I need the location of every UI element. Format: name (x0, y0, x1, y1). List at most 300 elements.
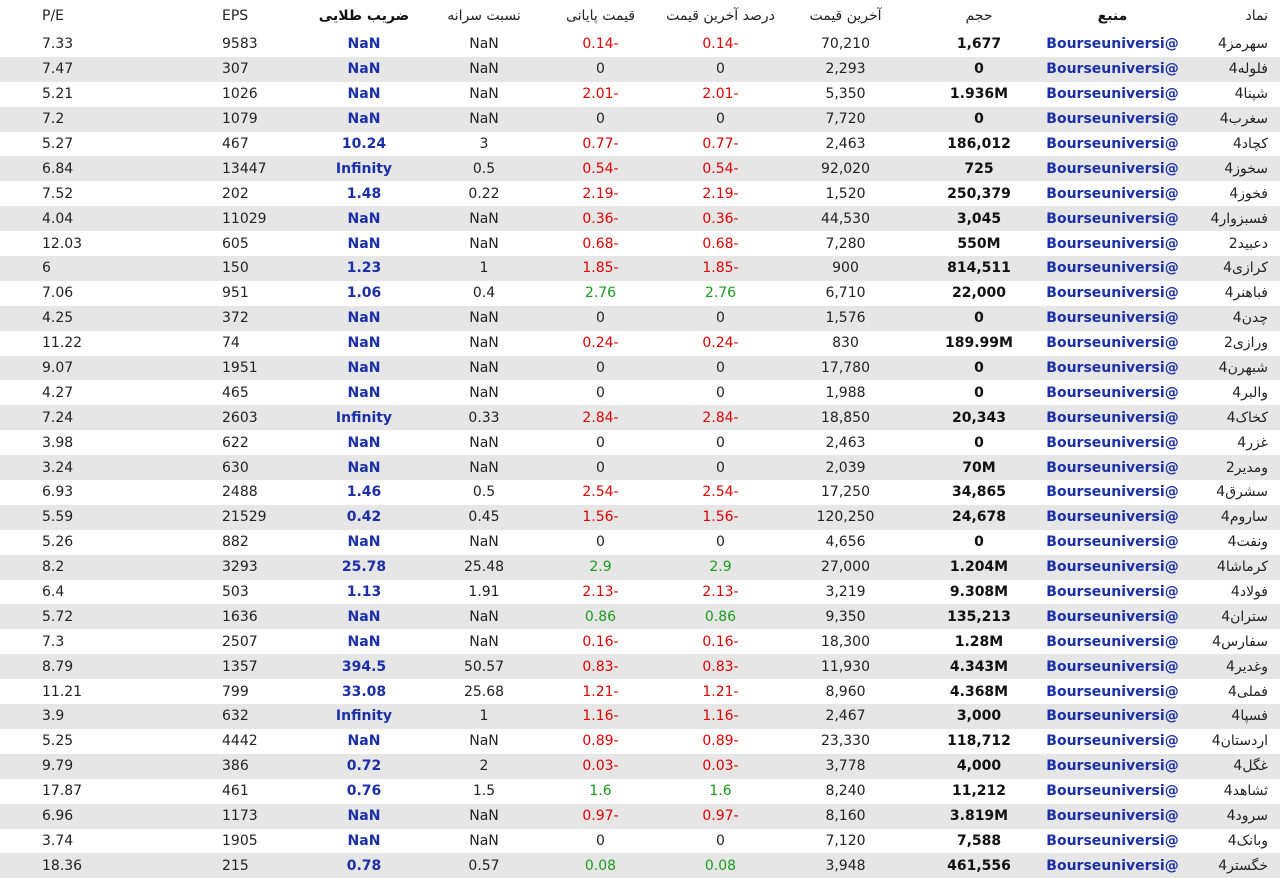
cell-last-pct: 0 (663, 356, 778, 381)
cell-gold-coef: NaN (298, 231, 430, 256)
cell-last-price: 2,467 (778, 704, 913, 729)
cell-source-link[interactable]: @Bourseuniversi (1045, 380, 1180, 405)
table-row[interactable] (0, 729, 1280, 754)
cell-symbol: کرازی4 (1180, 256, 1280, 281)
cell-source-link[interactable]: @Bourseuniversi (1045, 754, 1180, 779)
cell-pe: 9.79 (0, 754, 180, 779)
cell-source-link[interactable]: @Bourseuniversi (1045, 505, 1180, 530)
cell-symbol: فخوز4 (1180, 181, 1280, 206)
cell-symbol: ثشاهد4 (1180, 779, 1280, 804)
cell-eps: 202 (180, 181, 298, 206)
cell-source-link[interactable]: @Bourseuniversi (1045, 480, 1180, 505)
cell-per-capita: NaN (430, 107, 538, 132)
cell-symbol: سهرمز4 (1180, 32, 1280, 57)
cell-last-price: 1,576 (778, 306, 913, 331)
cell-close-price: -1.16 (538, 704, 663, 729)
cell-symbol: چدن4 (1180, 306, 1280, 331)
cell-volume: 3,000 (913, 704, 1045, 729)
cell-last-price: 900 (778, 256, 913, 281)
cell-source-link[interactable]: @Bourseuniversi (1045, 455, 1180, 480)
cell-volume: 135,213 (913, 604, 1045, 629)
cell-symbol: شبهرن4 (1180, 356, 1280, 381)
cell-last-pct: -0.77 (663, 132, 778, 157)
cell-per-capita: 0.22 (430, 181, 538, 206)
cell-last-price: 3,778 (778, 754, 913, 779)
table-row[interactable] (0, 455, 1280, 480)
cell-eps: 799 (180, 679, 298, 704)
header-symbol[interactable]: نماد (1245, 8, 1268, 24)
cell-last-pct: -2.54 (663, 480, 778, 505)
cell-close-price: 0 (538, 430, 663, 455)
cell-last-price: 2,039 (778, 455, 913, 480)
cell-close-price: -1.56 (538, 505, 663, 530)
table-row[interactable] (0, 206, 1280, 231)
cell-last-pct: -1.85 (663, 256, 778, 281)
cell-pe: 7.3 (0, 629, 180, 654)
table-row[interactable] (0, 505, 1280, 530)
cell-gold-coef: NaN (298, 331, 430, 356)
cell-last-pct: 0 (663, 380, 778, 405)
cell-gold-coef: NaN (298, 804, 430, 829)
table-row[interactable] (0, 132, 1280, 157)
cell-pe: 5.25 (0, 729, 180, 754)
cell-last-price: 17,780 (778, 356, 913, 381)
cell-source-link[interactable]: @Bourseuniversi (1045, 356, 1180, 381)
cell-gold-coef: NaN (298, 629, 430, 654)
cell-gold-coef: NaN (298, 530, 430, 555)
cell-per-capita: 1.5 (430, 779, 538, 804)
cell-close-price: 0 (538, 306, 663, 331)
cell-eps: 3293 (180, 555, 298, 580)
cell-symbol: فباهنر4 (1180, 281, 1280, 306)
cell-close-price: -0.24 (538, 331, 663, 356)
cell-source-link[interactable]: @Bourseuniversi (1045, 331, 1180, 356)
cell-eps: 1636 (180, 604, 298, 629)
cell-volume: 4,000 (913, 754, 1045, 779)
cell-symbol: فسبزوار4 (1180, 206, 1280, 231)
cell-last-pct: -0.97 (663, 804, 778, 829)
cell-last-price: 9,350 (778, 604, 913, 629)
cell-gold-coef: 0.72 (298, 754, 430, 779)
cell-close-price: 0.08 (538, 853, 663, 878)
cell-source-link[interactable]: @Bourseuniversi (1045, 530, 1180, 555)
header-gold-coef[interactable]: ضریب طلایی (318, 8, 410, 24)
cell-pe: 5.59 (0, 505, 180, 530)
cell-close-price: -0.54 (538, 156, 663, 181)
cell-source-link[interactable]: @Bourseuniversi (1045, 156, 1180, 181)
cell-source-link[interactable]: @Bourseuniversi (1045, 206, 1180, 231)
cell-last-price: 3,948 (778, 853, 913, 878)
cell-source-link[interactable]: @Bourseuniversi (1045, 132, 1180, 157)
cell-last-price: 23,330 (778, 729, 913, 754)
cell-gold-coef: 0.78 (298, 853, 430, 878)
cell-last-price: 7,120 (778, 829, 913, 854)
header-last-price[interactable]: آخرین قیمت (809, 8, 882, 24)
cell-source-link[interactable]: @Bourseuniversi (1045, 829, 1180, 854)
cell-volume: 11,212 (913, 779, 1045, 804)
table-row[interactable] (0, 480, 1280, 505)
cell-last-pct: 0 (663, 57, 778, 82)
cell-pe: 6.93 (0, 480, 180, 505)
cell-close-price: -0.89 (538, 729, 663, 754)
table-row[interactable] (0, 754, 1280, 779)
table-row[interactable] (0, 679, 1280, 704)
cell-source-link[interactable]: @Bourseuniversi (1045, 555, 1180, 580)
cell-per-capita: NaN (430, 629, 538, 654)
table-row[interactable] (0, 829, 1280, 854)
cell-last-pct: 2.76 (663, 281, 778, 306)
cell-source-link[interactable]: @Bourseuniversi (1045, 654, 1180, 679)
cell-per-capita: NaN (430, 455, 538, 480)
cell-last-pct: -2.13 (663, 580, 778, 605)
table-row[interactable] (0, 256, 1280, 281)
cell-gold-coef: 10.24 (298, 132, 430, 157)
cell-per-capita: 0.45 (430, 505, 538, 530)
cell-volume: 0 (913, 356, 1045, 381)
cell-source-link[interactable]: @Bourseuniversi (1045, 57, 1180, 82)
cell-volume: 34,865 (913, 480, 1045, 505)
cell-eps: 11029 (180, 206, 298, 231)
cell-last-pct: -0.14 (663, 32, 778, 57)
cell-close-price: 0 (538, 57, 663, 82)
table-row[interactable] (0, 704, 1280, 729)
cell-eps: 1905 (180, 829, 298, 854)
table-row[interactable] (0, 804, 1280, 829)
cell-eps: 622 (180, 430, 298, 455)
cell-last-pct: -0.68 (663, 231, 778, 256)
table-row[interactable] (0, 430, 1280, 455)
cell-per-capita: 50.57 (430, 654, 538, 679)
cell-symbol: شپنا4 (1180, 82, 1280, 107)
cell-eps: 21529 (180, 505, 298, 530)
cell-gold-coef: Infinity (298, 704, 430, 729)
cell-last-pct: -0.83 (663, 654, 778, 679)
cell-last-price: 44,530 (778, 206, 913, 231)
cell-volume: 1.28M (913, 629, 1045, 654)
cell-pe: 6 (0, 256, 180, 281)
cell-close-price: 2.76 (538, 281, 663, 306)
cell-source-link[interactable]: @Bourseuniversi (1045, 704, 1180, 729)
cell-source-link[interactable]: @Bourseuniversi (1045, 604, 1180, 629)
cell-per-capita: 1 (430, 704, 538, 729)
cell-last-pct: -1.21 (663, 679, 778, 704)
cell-last-price: 7,280 (778, 231, 913, 256)
cell-gold-coef: NaN (298, 430, 430, 455)
cell-symbol: فلوله4 (1180, 57, 1280, 82)
cell-source-link[interactable]: @Bourseuniversi (1045, 281, 1180, 306)
cell-symbol: خگستر4 (1180, 853, 1280, 878)
header-close-price[interactable]: قیمت پایانی (565, 8, 636, 24)
cell-close-price: 0.86 (538, 604, 663, 629)
cell-close-price: 2.9 (538, 555, 663, 580)
cell-volume: 0 (913, 57, 1045, 82)
cell-source-link[interactable]: @Bourseuniversi (1045, 405, 1180, 430)
cell-symbol: سخوز4 (1180, 156, 1280, 181)
cell-gold-coef: 0.76 (298, 779, 430, 804)
cell-per-capita: NaN (430, 57, 538, 82)
cell-eps: 13447 (180, 156, 298, 181)
table-row[interactable] (0, 306, 1280, 331)
cell-last-price: 17,250 (778, 480, 913, 505)
table-row[interactable] (0, 181, 1280, 206)
cell-pe: 6.96 (0, 804, 180, 829)
table-row[interactable] (0, 82, 1280, 107)
cell-pe: 8.2 (0, 555, 180, 580)
cell-eps: 372 (180, 306, 298, 331)
table-row[interactable] (0, 156, 1280, 181)
cell-close-price: -1.21 (538, 679, 663, 704)
cell-pe: 11.21 (0, 679, 180, 704)
cell-gold-coef: NaN (298, 206, 430, 231)
table-row[interactable] (0, 331, 1280, 356)
cell-close-price: -0.77 (538, 132, 663, 157)
cell-symbol: دعبید2 (1180, 231, 1280, 256)
cell-symbol: ورازی2 (1180, 331, 1280, 356)
cell-pe: 4.25 (0, 306, 180, 331)
cell-symbol: اردستان4 (1180, 729, 1280, 754)
cell-close-price: -0.14 (538, 32, 663, 57)
table-row[interactable] (0, 380, 1280, 405)
cell-per-capita: NaN (430, 32, 538, 57)
table-row[interactable] (0, 654, 1280, 679)
cell-per-capita: NaN (430, 430, 538, 455)
cell-gold-coef: NaN (298, 32, 430, 57)
cell-volume: 4.368M (913, 679, 1045, 704)
cell-close-price: 0 (538, 455, 663, 480)
cell-pe: 3.9 (0, 704, 180, 729)
cell-eps: 630 (180, 455, 298, 480)
cell-symbol: سفارس4 (1180, 629, 1280, 654)
cell-eps: 1951 (180, 356, 298, 381)
cell-symbol: ومدیر2 (1180, 455, 1280, 480)
cell-last-price: 8,240 (778, 779, 913, 804)
cell-eps: 307 (180, 57, 298, 82)
header-pe[interactable]: P/E (42, 8, 65, 24)
cell-eps: 951 (180, 281, 298, 306)
cell-gold-coef: NaN (298, 57, 430, 82)
cell-eps: 503 (180, 580, 298, 605)
cell-gold-coef: 1.13 (298, 580, 430, 605)
cell-symbol: وغدیر4 (1180, 654, 1280, 679)
cell-gold-coef: NaN (298, 356, 430, 381)
cell-eps: 9583 (180, 32, 298, 57)
table-row[interactable] (0, 604, 1280, 629)
cell-source-link[interactable]: @Bourseuniversi (1045, 779, 1180, 804)
cell-volume: 250,379 (913, 181, 1045, 206)
table-row[interactable] (0, 555, 1280, 580)
cell-volume: 7,588 (913, 829, 1045, 854)
cell-gold-coef: 1.48 (298, 181, 430, 206)
cell-symbol: فملی4 (1180, 679, 1280, 704)
cell-gold-coef: NaN (298, 604, 430, 629)
cell-close-price: 0 (538, 380, 663, 405)
cell-symbol: سغرب4 (1180, 107, 1280, 132)
cell-last-pct: -0.03 (663, 754, 778, 779)
cell-last-pct: -1.16 (663, 704, 778, 729)
cell-close-price: -0.68 (538, 231, 663, 256)
cell-eps: 2507 (180, 629, 298, 654)
cell-source-link[interactable]: @Bourseuniversi (1045, 629, 1180, 654)
cell-close-price: -0.16 (538, 629, 663, 654)
cell-close-price: 0 (538, 530, 663, 555)
header-per-capita[interactable]: نسبت سرانه (447, 8, 521, 24)
table-row[interactable] (0, 107, 1280, 132)
cell-eps: 4442 (180, 729, 298, 754)
cell-symbol: وبانک4 (1180, 829, 1280, 854)
cell-gold-coef: 25.78 (298, 555, 430, 580)
cell-last-pct: 0 (663, 829, 778, 854)
cell-source-link[interactable]: @Bourseuniversi (1045, 580, 1180, 605)
cell-per-capita: 0.5 (430, 156, 538, 181)
header-source[interactable]: منبع (1097, 8, 1128, 24)
cell-volume: 0 (913, 306, 1045, 331)
cell-eps: 882 (180, 530, 298, 555)
cell-eps: 2603 (180, 405, 298, 430)
cell-source-link[interactable]: @Bourseuniversi (1045, 729, 1180, 754)
cell-pe: 11.22 (0, 331, 180, 356)
cell-pe: 17.87 (0, 779, 180, 804)
cell-gold-coef: NaN (298, 306, 430, 331)
cell-symbol: کخاک4 (1180, 405, 1280, 430)
cell-source-link[interactable]: @Bourseuniversi (1045, 679, 1180, 704)
cell-per-capita: NaN (430, 82, 538, 107)
table-row[interactable] (0, 629, 1280, 654)
header-last-pct[interactable]: درصد آخرین قیمت (666, 8, 775, 24)
cell-last-pct: -2.01 (663, 82, 778, 107)
cell-gold-coef: 33.08 (298, 679, 430, 704)
cell-pe: 5.27 (0, 132, 180, 157)
table-row[interactable] (0, 32, 1280, 57)
cell-last-pct: -1.56 (663, 505, 778, 530)
cell-pe: 7.33 (0, 32, 180, 57)
cell-source-link[interactable]: @Bourseuniversi (1045, 853, 1180, 878)
table-row[interactable] (0, 231, 1280, 256)
cell-source-link[interactable]: @Bourseuniversi (1045, 231, 1180, 256)
cell-eps: 465 (180, 380, 298, 405)
cell-pe: 3.74 (0, 829, 180, 854)
cell-source-link[interactable]: @Bourseuniversi (1045, 107, 1180, 132)
cell-last-price: 18,300 (778, 629, 913, 654)
cell-pe: 4.27 (0, 380, 180, 405)
cell-close-price: -0.03 (538, 754, 663, 779)
cell-gold-coef: NaN (298, 380, 430, 405)
cell-per-capita: NaN (430, 804, 538, 829)
cell-per-capita: 2 (430, 754, 538, 779)
table-row[interactable] (0, 356, 1280, 381)
table-row[interactable] (0, 57, 1280, 82)
cell-volume: 9.308M (913, 580, 1045, 605)
table-row[interactable] (0, 530, 1280, 555)
header-volume[interactable]: حجم (965, 8, 993, 24)
cell-symbol: کرماشا4 (1180, 555, 1280, 580)
cell-volume: 24,678 (913, 505, 1045, 530)
table-row[interactable] (0, 405, 1280, 430)
cell-close-price: -2.84 (538, 405, 663, 430)
cell-last-price: 7,720 (778, 107, 913, 132)
cell-close-price: -0.97 (538, 804, 663, 829)
header-eps[interactable]: EPS (222, 8, 249, 24)
cell-eps: 2488 (180, 480, 298, 505)
cell-per-capita: 1.91 (430, 580, 538, 605)
table-row[interactable] (0, 281, 1280, 306)
cell-symbol: غگل4 (1180, 754, 1280, 779)
cell-per-capita: NaN (430, 206, 538, 231)
cell-per-capita: 0.57 (430, 853, 538, 878)
cell-close-price: 0 (538, 107, 663, 132)
cell-per-capita: 25.68 (430, 679, 538, 704)
cell-source-link[interactable]: @Bourseuniversi (1045, 306, 1180, 331)
cell-symbol: سرود4 (1180, 804, 1280, 829)
cell-close-price: -2.54 (538, 480, 663, 505)
table-row[interactable] (0, 779, 1280, 804)
cell-volume: 725 (913, 156, 1045, 181)
cell-last-price: 3,219 (778, 580, 913, 605)
cell-last-pct: 0 (663, 107, 778, 132)
cell-pe: 7.2 (0, 107, 180, 132)
cell-symbol: غزر4 (1180, 430, 1280, 455)
cell-pe: 18.36 (0, 853, 180, 878)
cell-eps: 461 (180, 779, 298, 804)
cell-source-link[interactable]: @Bourseuniversi (1045, 32, 1180, 57)
cell-volume: 4.343M (913, 654, 1045, 679)
cell-source-link[interactable]: @Bourseuniversi (1045, 181, 1180, 206)
cell-volume: 189.99M (913, 331, 1045, 356)
cell-pe: 7.06 (0, 281, 180, 306)
cell-source-link[interactable]: @Bourseuniversi (1045, 804, 1180, 829)
cell-per-capita: NaN (430, 380, 538, 405)
cell-pe: 9.07 (0, 356, 180, 381)
cell-last-pct: 0.86 (663, 604, 778, 629)
cell-last-price: 5,350 (778, 82, 913, 107)
cell-last-price: 92,020 (778, 156, 913, 181)
cell-gold-coef: 394.5 (298, 654, 430, 679)
cell-volume: 1,677 (913, 32, 1045, 57)
cell-eps: 1026 (180, 82, 298, 107)
cell-source-link[interactable]: @Bourseuniversi (1045, 256, 1180, 281)
cell-last-price: 18,850 (778, 405, 913, 430)
cell-last-pct: -2.84 (663, 405, 778, 430)
cell-pe: 6.4 (0, 580, 180, 605)
cell-per-capita: NaN (430, 306, 538, 331)
cell-last-pct: -0.16 (663, 629, 778, 654)
cell-volume: 186,012 (913, 132, 1045, 157)
cell-last-pct: -0.36 (663, 206, 778, 231)
cell-pe: 5.21 (0, 82, 180, 107)
cell-pe: 3.98 (0, 430, 180, 455)
cell-last-price: 8,960 (778, 679, 913, 704)
cell-volume: 0 (913, 380, 1045, 405)
table-row[interactable] (0, 853, 1280, 878)
table-header-row (0, 0, 1280, 32)
cell-last-price: 27,000 (778, 555, 913, 580)
cell-last-price: 2,293 (778, 57, 913, 82)
table-row[interactable] (0, 580, 1280, 605)
cell-last-pct: 1.6 (663, 779, 778, 804)
cell-last-pct: 0 (663, 430, 778, 455)
cell-source-link[interactable]: @Bourseuniversi (1045, 430, 1180, 455)
cell-eps: 74 (180, 331, 298, 356)
cell-per-capita: 3 (430, 132, 538, 157)
cell-last-pct: 0.08 (663, 853, 778, 878)
cell-pe: 6.84 (0, 156, 180, 181)
cell-per-capita: NaN (430, 829, 538, 854)
cell-close-price: 1.6 (538, 779, 663, 804)
cell-source-link[interactable]: @Bourseuniversi (1045, 82, 1180, 107)
cell-eps: 386 (180, 754, 298, 779)
cell-per-capita: 0.4 (430, 281, 538, 306)
cell-last-price: 1,988 (778, 380, 913, 405)
cell-pe: 12.03 (0, 231, 180, 256)
